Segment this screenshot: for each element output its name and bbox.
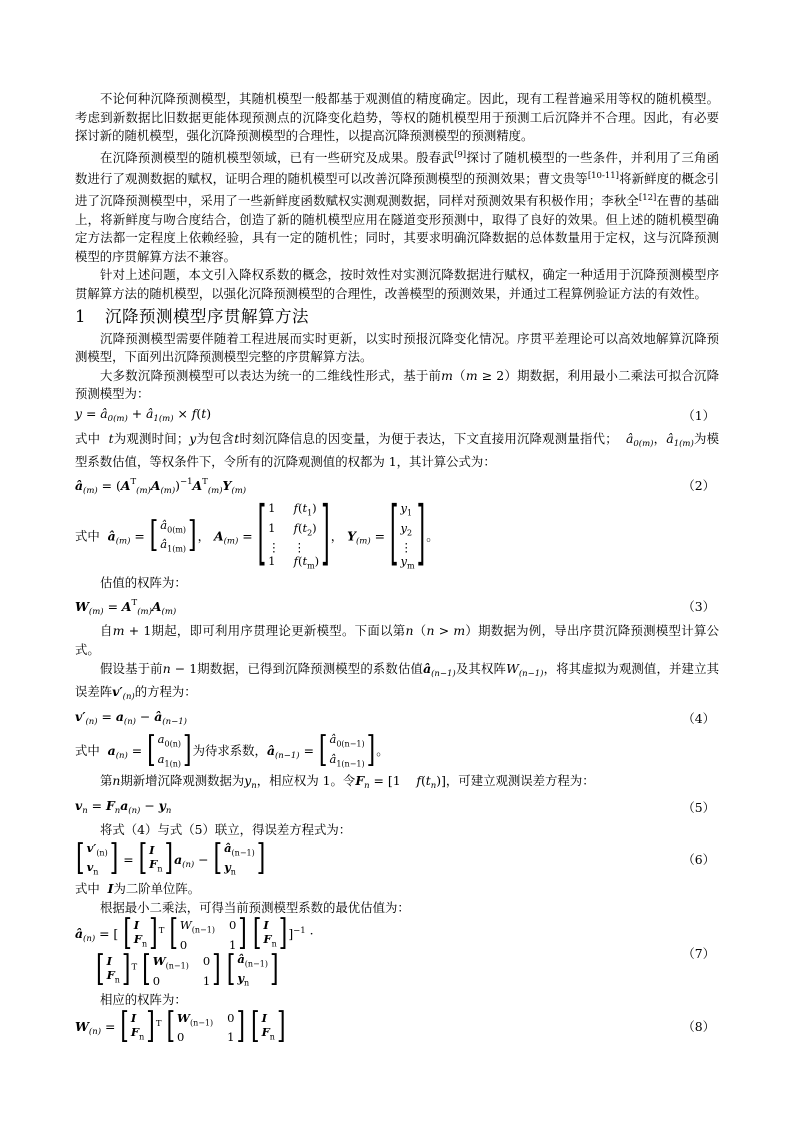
sequential-intro: 自m + 1期起，即可利用序贯理论更新模型。下面以第n（n > m）期数据为例，导出序贯沉降预测模型计算公式。 xyxy=(75,623,720,657)
equation-4-definitions: 式中 $a_{(n)}$ = [ $a_{0(n)}$ $a_{1(n)}$ ] 为待求系数，$â_{(n-1)}$ = [ $â_{0(n-1)}$ $â_{1(n-1)}$ ] 。 xyxy=(75,730,389,771)
equation-1-explanation: 式中 t为观测时间；y为包含t时刻沉降信息的因变量，为便于表达，下文直接用沉降观测量指代； $â_{0(m)}$，$â_{1(m)}$为模型系数估值，等权条件下，令所有的沉降观测值的权都为 1，其计算公式为： xyxy=(75,430,720,470)
equation-number-1: （1） xyxy=(682,408,715,424)
weight-intro: 估值的权阵为： xyxy=(100,575,187,591)
equation-5: $v_n = F_na_{(n)} - y_n$ （5） xyxy=(75,797,719,821)
equation-6: [ $v'_{(n)}$ $v_n$ ] = [ I $F_n$ ] $a_{(n)}$ − [ $â_{(n-1)}$ $y_n$ ] （6） xyxy=(76,839,715,880)
combine-paragraph: 将式（4）与式（5）联立，得误差方程式为： xyxy=(100,822,352,838)
citation-9[interactable]: [9] xyxy=(454,149,467,160)
equation-7: $â_{(n)}$ = [ [ I $F_n$ ] $^T$ [ $W_{(n-1)}$ 0 0 1 ] [ I $F_n$ ] ]$^{-1}$ · [ I $F_n$ ] $^T$ [ $W_{(n-1)}$ 0 0 1 ] [ $â_{(n-1)}$ $y_n$ ] （7） xyxy=(75,914,715,991)
equation-number-6: （6） xyxy=(682,851,715,867)
equation-number-8: （8） xyxy=(682,1019,715,1035)
equation-4: $v'_{(n)} = a_{(n)}$ − $â_{(n-1)}$ （4） xyxy=(75,708,719,732)
equation-number-5: （5） xyxy=(682,800,715,816)
citation-10-11[interactable]: [10-11] xyxy=(587,171,619,182)
intro-paragraph-2: 在沉降预测模型的随机模型领域，已有一些研究及成果。殷春武[9]探讨了随机模型的一些条件，并利用了三角函数进行了观测数据的赋权，证明合理的随机模型可以改善沉降预测模型的预测效果；曹文贵等[10-11]将新鲜度的概念引进了沉降预测模型中，采用了一些新鲜度函数赋权实测观测数据，同样对预测效果有积极作用；李秋全[12]在曹的基础上，将新鲜度与吻合度结合，创造了新的随机模型应用在隧道变形预测中，取得了良好的效果。但上述的随机模型确定方法都一定程度上依赖经验，具有一定的随机性；同时，其要求明确沉降数据的总体数量用于定权，这与沉降预测模型的序贯解算方法不兼容。 xyxy=(75,149,720,264)
equation-number-2: （2） xyxy=(682,478,715,494)
section1-paragraph-2: 大多数沉降预测模型可以表达为统一的二维线性形式，基于前m（m ≥ 2）期数据，利用最小二乘法可拟合沉降预测模型为： xyxy=(75,367,720,402)
equation-3: $W_{(m)} = A^T_{(m)}A_{(m)}$ （3） xyxy=(75,597,715,617)
equation-2-definitions: 式中 $â_{(m)}$ = [ $â_{0(m)}$ $â_{1(m)}$ ] ， $A_{(m)}$ = [ 1 $f(t_1)$ 1 $f(t_2)$ ⋮ ⋮ 1 $f(t_m)$ ] ， $Y_{(m)}$ = [ $y_1$ $y_2$ ⋮ $y_m$ ] 。 xyxy=(75,495,439,576)
equation-number-7: （7） xyxy=(682,946,715,962)
equation-number-4: （4） xyxy=(682,711,715,727)
matrix-a-hat-m: [ $â_{0(m)}$ $â_{1(m)}$ ] xyxy=(149,516,197,557)
intro-paragraph-3: 针对上述问题，本文引入降权系数的概念，按时效性对实测沉降数据进行赋权，确定一种适用于沉降预测模型序贯解算方法的随机模型，以强化沉降预测模型的合理性，改善模型的预测效果，并通过工程算例验证方法的有效性。 xyxy=(75,267,719,301)
citation-12[interactable]: [12] xyxy=(638,192,657,203)
matrix-A-m: [ 1 $f(t_1)$ 1 $f(t_2)$ ⋮ ⋮ 1 $f(t_m)$ ] xyxy=(257,495,330,576)
equation-number-3: （3） xyxy=(682,599,715,615)
new-observation-paragraph: 第n期新增沉降观测数据为$y_n$，相应权为 1。令$F_n = [1$ $f(t_n)$]，可建立观测误差方程为： xyxy=(100,772,595,791)
least-squares-paragraph: 根据最小二乘法，可得当前预测模型系数的最优估值为： xyxy=(100,899,410,915)
matrix-Y-m: [ $y_1$ $y_2$ ⋮ $y_m$ ] xyxy=(389,495,426,576)
section1-paragraph-1: 沉降预测模型需要伴随着工程进展而实时更新，以实时预报沉降变化情况。序贯平差理论可以高效地解算沉降预测模型，下面列出沉降预测模型完整的序贯解算方法。 xyxy=(75,330,719,365)
equation-6-explanation: 式中 I为二阶单位阵。 xyxy=(75,881,201,897)
weight-matrix-intro: 相应的权阵为： xyxy=(100,992,187,1008)
equation-2: $â_{(m)} = (A^T_{(m)}A_{(m)})^{-1}A^T_{(m)}Y_{(m)}$ （2） xyxy=(75,476,715,496)
intro-paragraph-1: 不论何种沉降预测模型，其随机模型一般都基于观测值的精度确定。因此，现有工程普遍采用等权的随机模型。考虑到新数据比旧数据更能体现预测点的沉降变化趋势，等权的随机模型用于预测工后沉降并不合理。因此，有必要探讨新的随机模型，强化沉降预测模型的合理性，以提高沉降预测模型的预测精度。 xyxy=(75,91,719,144)
equation-1: $y = â_{0(m)}$ + $â_{1(m)} \times f(t)$ （1） xyxy=(75,405,719,429)
section-heading-1: 1 沉降预测模型序贯解算方法 xyxy=(75,306,309,326)
paper-body xyxy=(75,90,719,1045)
virtual-observation-paragraph: 假设基于前n − 1期数据，已得到沉降预测模型的系数估值$â_{(n-1)}$及其权阵$W_{(n-1)}$，将其虚拟为观测值，并建立其误差阵$v'_{(n)}$的方程为： xyxy=(75,660,720,703)
equation-8: $W_{(n)}$ = [ I $F_n$ ] $^T$ [ $W_{(n-1)}$ 0 0 1 ] [ I $F_n$ ] （8） xyxy=(75,1006,715,1047)
